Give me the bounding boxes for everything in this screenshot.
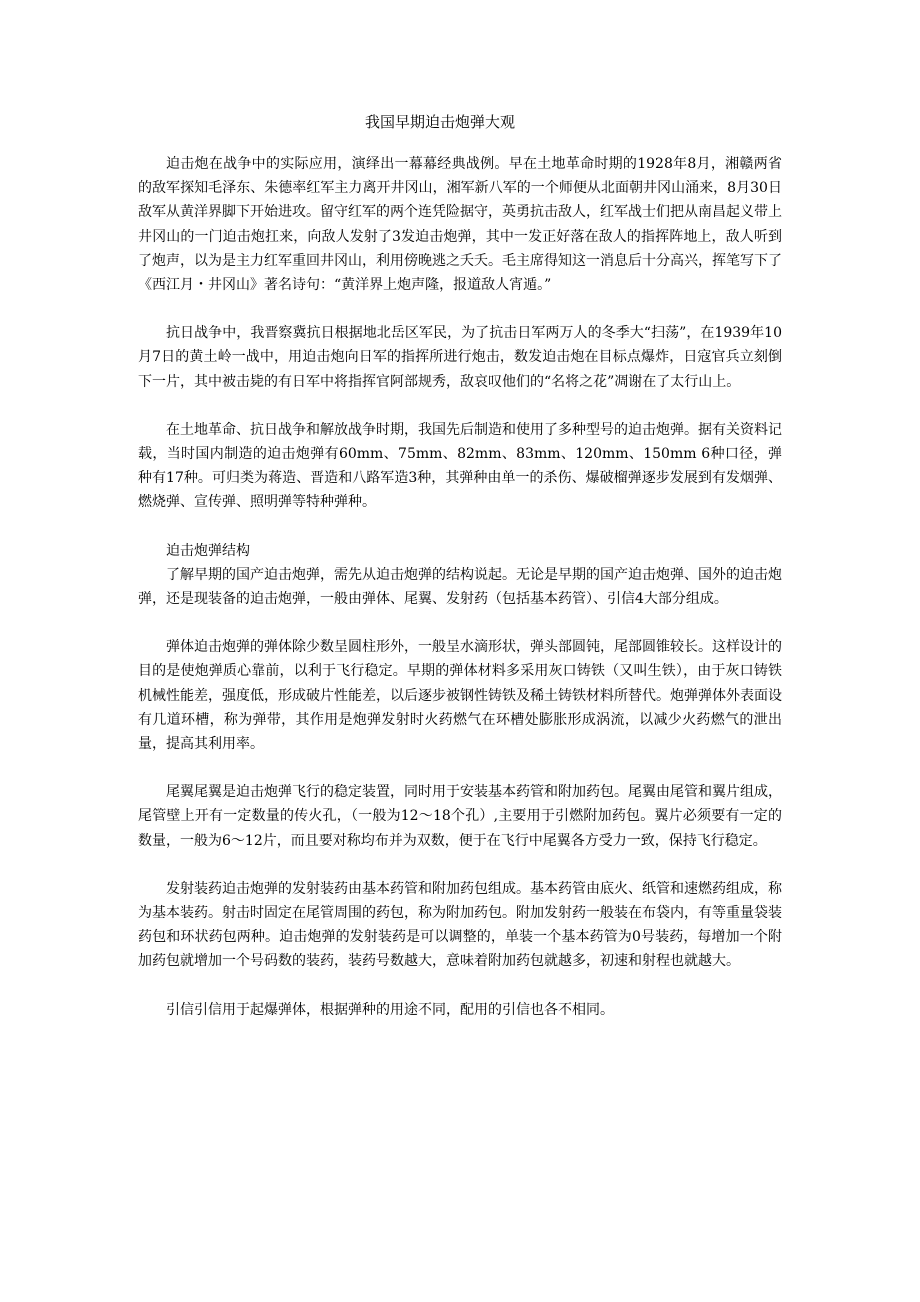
paragraph-structure-overview: 了解早期的国产迫击炮弹，需先从迫击炮弹的结构说起。无论是早期的国产迫击炮弹、国外的迫击炮弹，还是现装备的迫击炮弹，一般由弹体、尾翼、发射药（包括基本药管）、引信4大部分组成。	[138, 566, 782, 608]
document-title: 我国早期迫击炮弹大观	[364, 113, 515, 131]
paragraph-shell-body: 弹体迫击炮弹的弹体除少数呈圆柱形外，一般呈水滴形状，弹头部圆钝，尾部圆锥较长。这样设计的目的是使炮弹质心靠前，以利于飞行稳定。早期的弹体材料多采用灰口铸铁（又叫生铁），由于灰口铸铁机械性能差，强度低，形成破片性能差，以后逐步被钢性铸铁及稀土铸铁材料所替代。炮弹弹体外表面设有几道环槽，称为弹带，其作用是炮弹发射时火药燃气在环槽处膨胀形成涡流，以减少火药燃气的泄出量，提高其利用率。	[138, 639, 782, 753]
section-heading-structure: 迫击炮弹结构	[166, 542, 250, 559]
paragraph-fuze: 引信引信用于起爆弹体，根据弹种的用途不同，配用的引信也各不相同。	[166, 1001, 614, 1018]
document-page	[138, 110, 782, 1046]
paragraph-intro: 迫击炮在战争中的实际应用，演绎出一幕幕经典战例。早在土地革命时期的1928年8月，湘赣两省的敌军探知毛泽东、朱德率红军主力离开井冈山，湘军新八军的一个师便从北面朝井冈山涌来，8月30日敌军从黄洋界脚下开始进攻。留守红军的两个连凭险据守，英勇抗击敌人，红军战士们把从南昌起义带上井冈山的一门迫击炮扛来，向敌人发射了3发迫击炮弹，其中一发正好落在敌人的指挥阵地上，敌人听到了炮声，以为是主力红军重回井冈山，利用傍晚逃之夭夭。毛主席得知这一消息后十分高兴，挥笔写下了《西江月・井冈山》著名诗句：“黄洋界上炮声隆，报道敌人宵遁。”	[138, 156, 782, 294]
paragraph-tail-fin: 尾翼尾翼是迫击炮弹飞行的稳定装置，同时用于安装基本药管和附加药包。尾翼由尾管和翼片组成，尾管壁上开有一定数量的传火孔，（一般为12～18个孔）,主要用于引燃附加药包。翼片必须要有一定的数量，一般为6～12片，而且要对称均布并为双数，便于在飞行中尾翼各方受力一致，保持飞行稳定。	[138, 784, 782, 849]
paragraph-shell-types: 在土地革命、抗日战争和解放战争时期，我国先后制造和使用了多种型号的迫击炮弹。据有关资料记载，当时国内制造的迫击炮弹有60mm、75mm、82mm、83mm、120mm、150mm 6种口径，弹种有17种。可归类为蒋造、晋造和八路军造3种，其弹种由单一的杀伤、爆破榴弹逐步发展到有发烟弹、燃烧弹、宣传弹、照明弹等特种弹种。	[138, 421, 782, 511]
paragraph-anti-japanese-war: 抗日战争中，我晋察冀抗日根据地北岳区军民，为了抗击日军两万人的冬季大“扫荡”，在1939年10月7日的黄土岭一战中，用迫击炮向日军的指挥所进行炮击，数发迫击炮在目标点爆炸，日寇官兵立刻倒下一片，其中被击毙的有日军中将指挥官阿部规秀，敌哀叹他们的“名将之花”凋谢在了太行山上。	[138, 325, 782, 390]
paragraph-propellant: 发射装药迫击炮弹的发射装药由基本药管和附加药包组成。基本药管由底火、纸管和速燃药组成，称为基本装药。射击时固定在尾管周围的药包，称为附加药包。附加发射药一般装在布袋内，有等重量袋装药包和环状药包两种。迫击炮弹的发射装药是可以调整的，单装一个基本药管为0号装药，每增加一个附加药包就增加一个号码数的装药，装药号数越大，意味着附加药包就越多，初速和射程也就越大。	[138, 880, 782, 970]
